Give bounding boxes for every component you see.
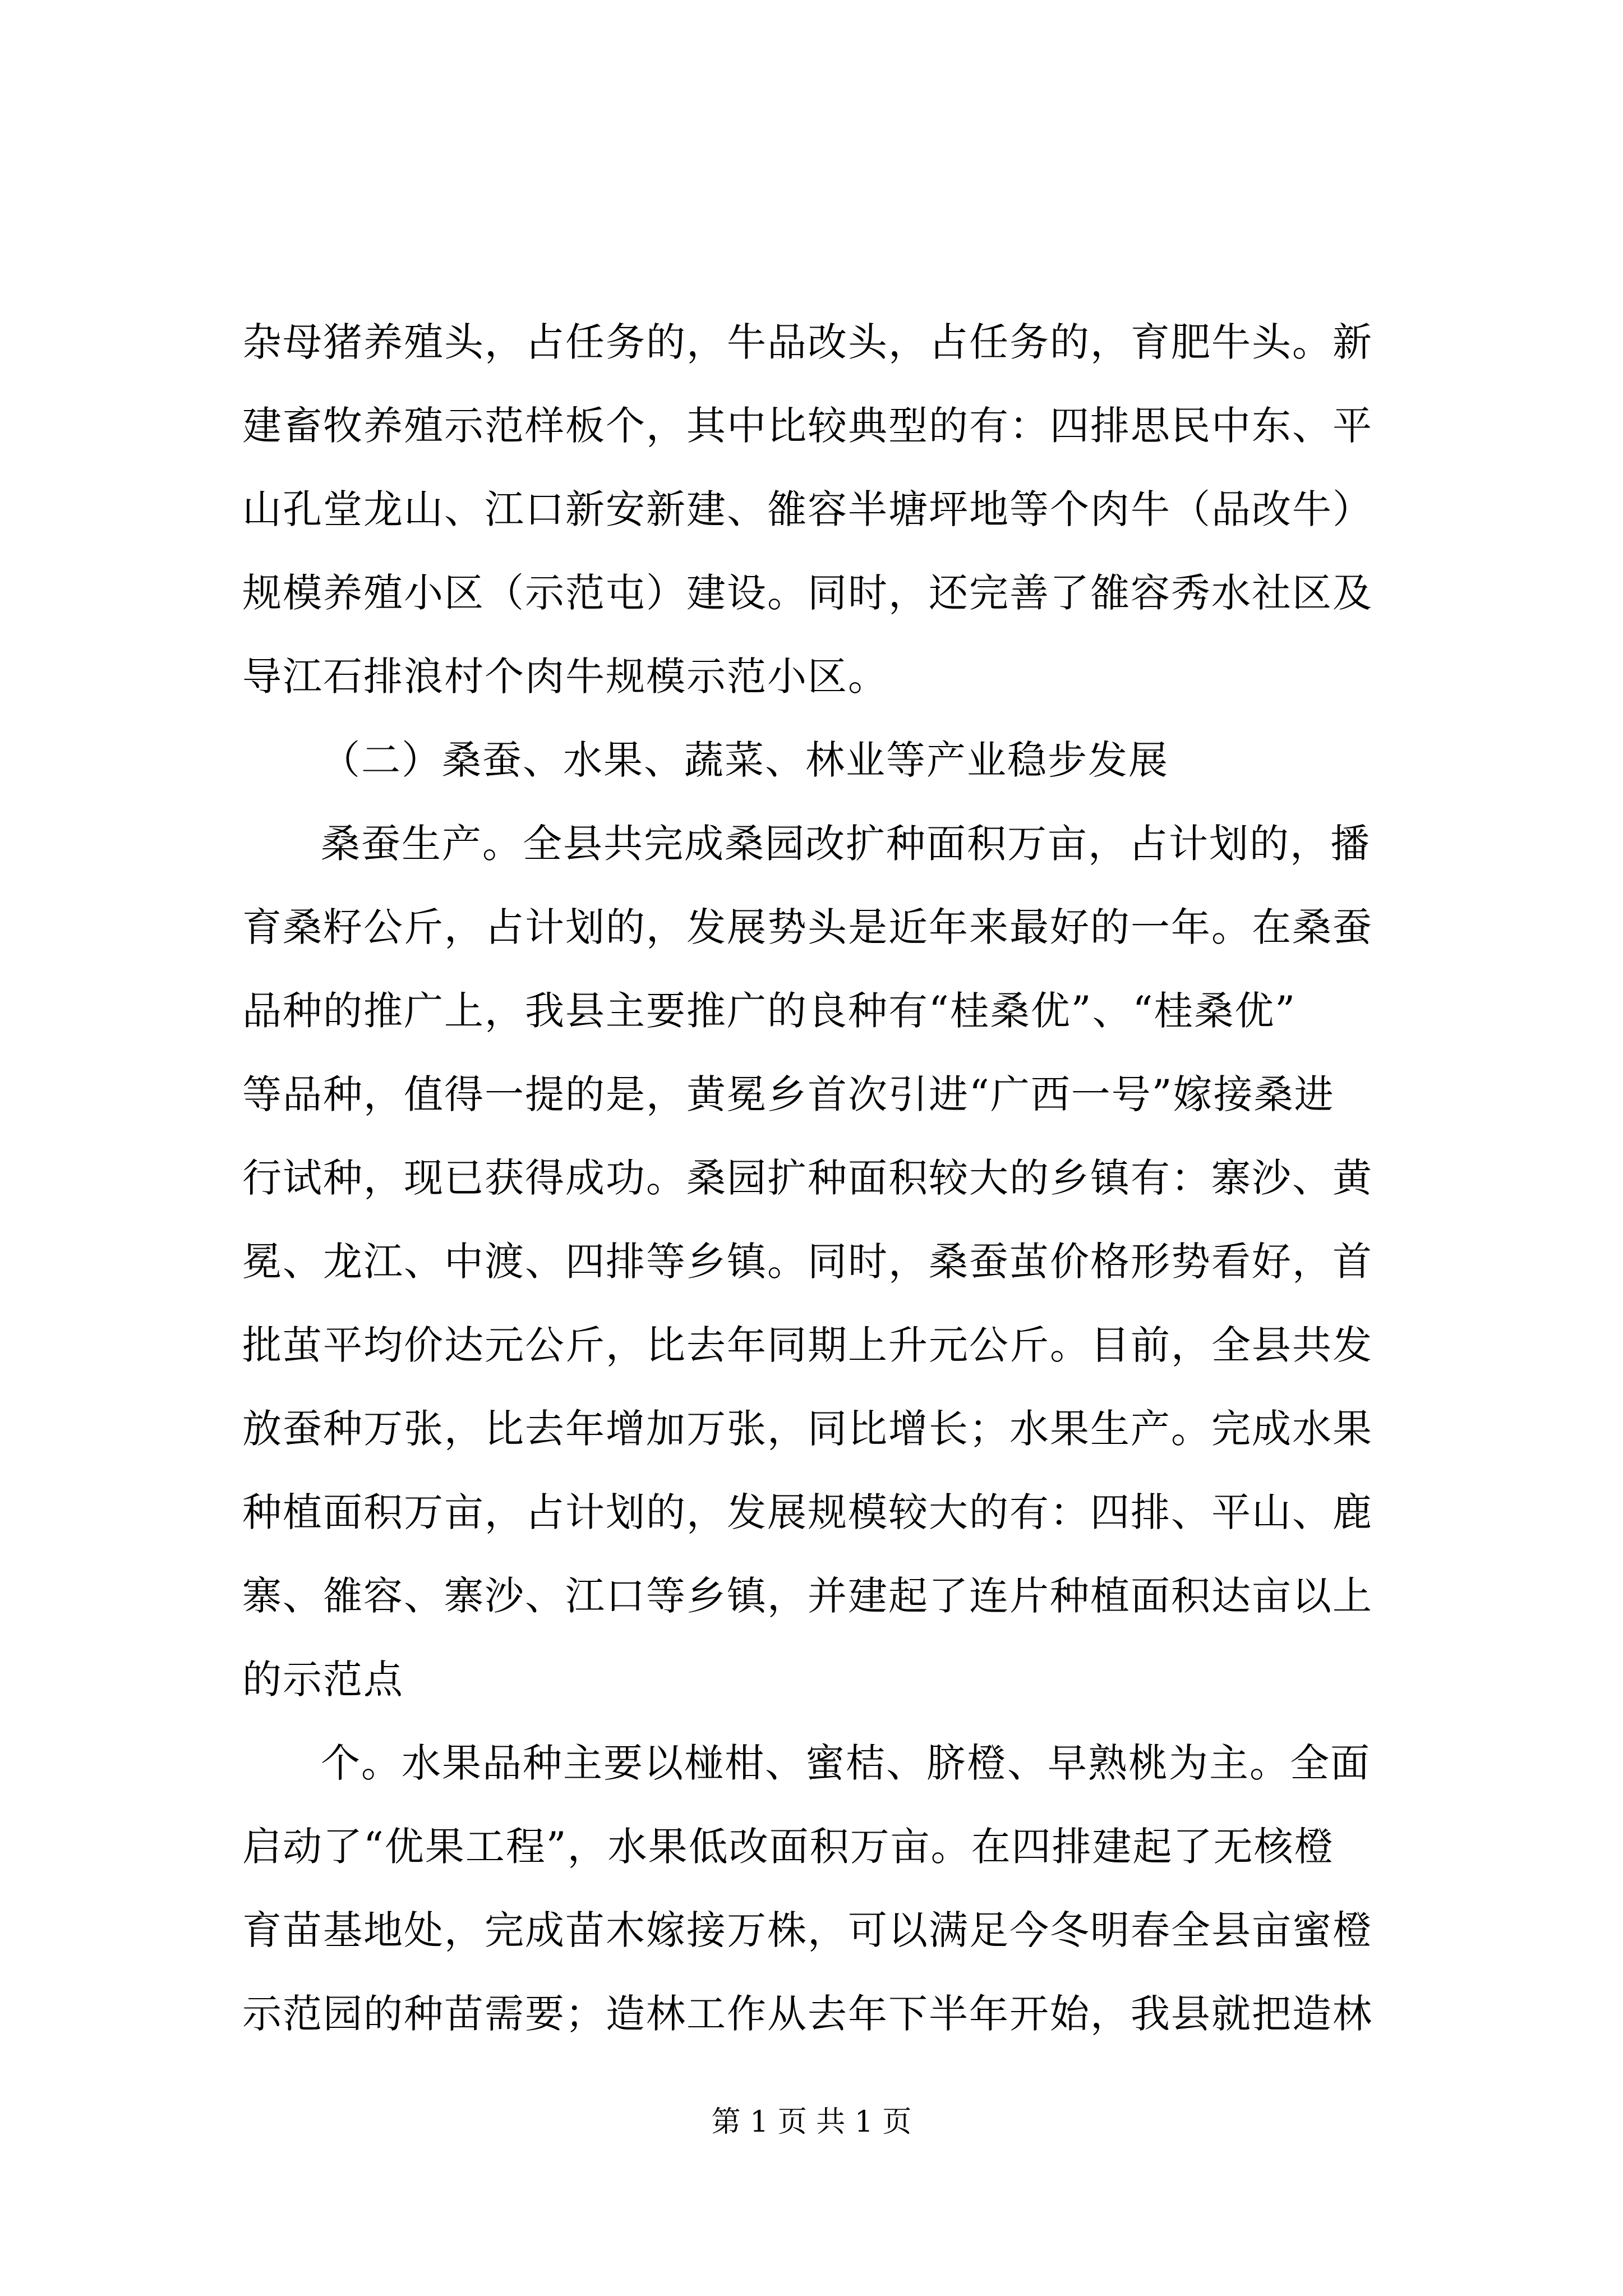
text-line: 等品种，值得一提的是，黄冕乡首次引进“广西一号”嫁接桑进 <box>242 1071 1335 1117</box>
text-line: 示范园的种苗需要；造林工作从去年下半年开始，我县就把造林 <box>242 1991 1373 2037</box>
section-heading: （二）桑蚕、水果、蔬菜、林业等产业稳步发展 <box>321 737 1169 783</box>
text-line: 批茧平均价达元公斤，比去年同期上升元公斤。目前，全县共发 <box>242 1322 1373 1368</box>
text-line: 种植面积万亩，占计划的，发展规模较大的有：四排、平山、鹿 <box>242 1489 1373 1535</box>
text-line: 行试种，现已获得成功。桑园扩种面积较大的乡镇有：寨沙、黄 <box>242 1155 1373 1201</box>
text-line: 育桑籽公斤，占计划的，发展势头是近年来最好的一年。在桑蚕 <box>242 904 1373 950</box>
text-line: 启动了“优果工程”，水果低改面积万亩。在四排建起了无核橙 <box>242 1824 1335 1870</box>
text-line: 寨、雒容、寨沙、江口等乡镇，并建起了连片种植面积达亩以上 <box>242 1573 1373 1619</box>
paragraph-start-line: 个。水果品种主要以椪柑、蜜桔、脐橙、早熟桃为主。全面 <box>321 1740 1371 1786</box>
text-line: 建畜牧养殖示范样板个，其中比较典型的有：四排思民中东、平 <box>242 403 1373 449</box>
paragraph-start-line: 桑蚕生产。全县共完成桑园改扩种面积万亩，占计划的，播 <box>321 821 1371 867</box>
text-line: 山孔堂龙山、江口新安新建、雒容半塘坪地等个肉牛（品改牛） <box>242 486 1373 532</box>
text-line: 育苗基地处，完成苗木嫁接万株，可以满足今冬明春全县亩蜜橙 <box>242 1907 1373 1953</box>
text-line: 导江石排浪村个肉牛规模示范小区。 <box>242 654 888 700</box>
text-line: 冕、龙江、中渡、四排等乡镇。同时，桑蚕茧价格形势看好，首 <box>242 1239 1373 1285</box>
text-line: 放蚕种万张，比去年增加万张，同比增长；水果生产。完成水果 <box>242 1406 1373 1452</box>
text-line: 的示范点 <box>242 1657 404 1703</box>
text-line: 品种的推广上，我县主要推广的良种有“桂桑优”、“桂桑优” <box>242 988 1297 1034</box>
text-line: 规模养殖小区（示范屯）建设。同时，还完善了雒容秀水社区及 <box>242 570 1373 616</box>
page-footer: 第 1 页 共 1 页 <box>711 2105 912 2139</box>
document-body <box>242 301 1420 2056</box>
text-line: 杂母猪养殖头，占任务的，牛品改头，占任务的，育肥牛头。新 <box>242 319 1373 365</box>
